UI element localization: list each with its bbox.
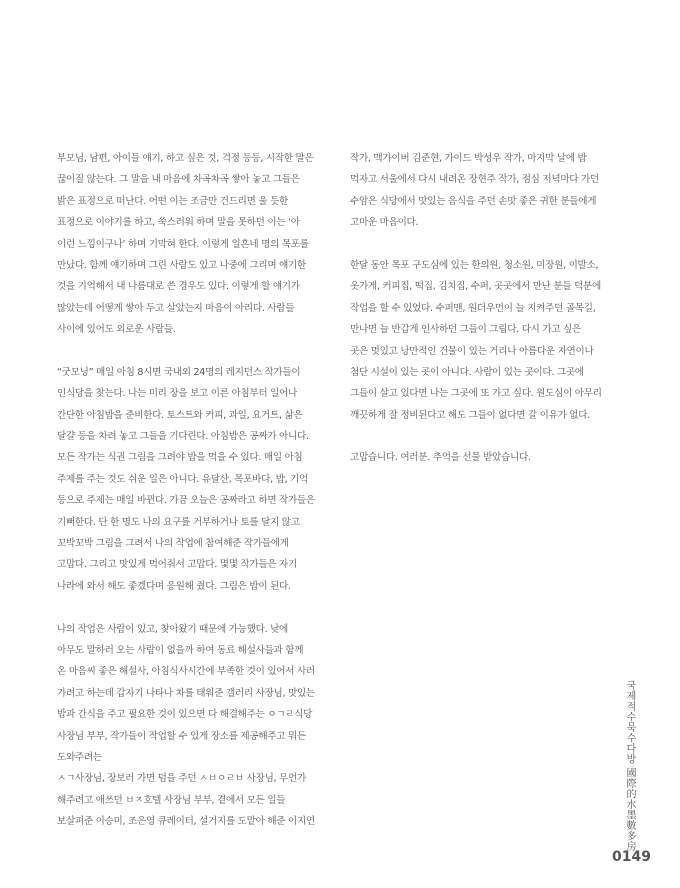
text-line: 작가, 맥가이버 김준현, 가이드 박성우 작가, 마지막 날에 밥 <box>350 153 587 164</box>
text-line: “굿모닝” 매일 아침 8시면 국내외 24명의 레지던스 작가들이 <box>57 366 301 378</box>
right-text-column <box>350 148 635 469</box>
text-line: 나의 작업은 사람이 있고, 찾아왔기 때문에 가능했다. 낮에 <box>57 623 288 635</box>
text-line: 밥과 간식을 주고 필요한 것이 있으면 다 해결해주는 ㅇㄱㄹ식당 <box>57 709 313 721</box>
text-line: 만났다. 함께 얘기하며 그린 사람도 있고 나중에 그리며 얘기한 <box>57 259 306 271</box>
text-line: 달걀 등을 차려 놓고 그들을 기다린다. 아침밥은 공짜가 아니다. <box>57 431 309 443</box>
text-line: 이런 느낌이구나’ 하며 기막혀 한다. 이렇게 일흔네 명의 목포를 <box>57 238 309 250</box>
text-line: 해주려고 애쓰던 ㅂㅈ호텔 사장님 부부, 곁에서 모든 일들 <box>57 794 286 806</box>
text-line: 곳은 멋있고 낭만적인 건물이 있는 거리나 아름다운 자연이나 <box>350 345 594 357</box>
paragraph-gap <box>57 341 342 362</box>
text-line: 주제를 주는 것도 쉬운 일은 아니다. 유달산, 목포바다, 밥, 기억 <box>57 473 308 485</box>
text-line: 가려고 하는데 갑자기 나타나 차를 태워준 갤러리 사장님, 맛있는 <box>57 687 315 699</box>
text-line: 끊이질 않는다. 그 말을 내 마음에 차곡차곡 쌓아 놓고 그들은 <box>57 174 300 186</box>
text-line: 꼬박꼬박 그림을 그려서 나의 작업에 참여해준 작가들에게 <box>57 538 289 550</box>
text-line: 기뻐한다. 단 한 명도 나의 요구를 거부하거나 토를 달지 않고 <box>57 516 300 528</box>
paragraph-gap <box>350 426 635 447</box>
text-line: 고맙습니다. 여러분. 추억을 선물 받았습니다. <box>350 452 531 464</box>
text-line: ㅅㄱ사장님, 장보러 가면 덤을 주던 ㅅㅂㅇㄹㅂ 사장님, 무언가 <box>57 773 306 785</box>
text-line: 온 마음씨 좋은 해설사, 아침식사시간에 부족한 것이 있어서 사러 <box>57 666 315 678</box>
text-line: 보살펴준 이승미, 조은영 큐레이터, 설거지를 도맡아 해준 이지연 <box>57 816 315 828</box>
text-line: 모든 작가는 식권 그림을 그려야 밥을 먹을 수 있다. 매일 아침 <box>57 452 303 464</box>
text-line: 그들이 살고 있다면 나는 그곳에 또 가고 싶다. 원도심이 아무리 <box>350 388 602 400</box>
text-line: 등으로 주제는 매일 바뀐다. 가끔 오늘은 공짜라고 하면 작가들은 <box>57 495 315 507</box>
text-line: 작업을 할 수 있었다. 수퍼맨, 원더우먼이 늘 지켜주던 골목길, <box>350 302 596 314</box>
text-line: 옷가게, 커피집, 떡집, 김치집, 수퍼, 곳곳에서 만난 분들 덕분에 <box>350 281 601 293</box>
left-text-column <box>57 148 342 833</box>
text-line: 많았는데 어떻게 쌓아 두고 살았는지 마음이 아리다. 사람들 <box>57 302 295 314</box>
text-line: 수암은 식당에서 맛있는 음식을 주던 손맛 좋은 귀한 분들에게 <box>350 195 597 207</box>
text-line: 사이에 있어도 외로운 사람들. <box>57 324 176 336</box>
text-line: 간단한 아침밥을 준비한다. 토스트와 커피, 과일, 요거트, 삶은 <box>57 409 303 421</box>
running-title: 국제적수묵수다방 國際的水墨數多房 <box>624 680 635 852</box>
text-line: 도와주려는 <box>57 751 102 763</box>
text-line: 밝은 표정으로 떠난다. 어떤 이는 조금만 건드리면 울 듯한 <box>57 195 288 207</box>
text-line: 한달 동안 목포 구도심에 있는 한의원, 청소원, 미장원, 이발소, <box>350 259 599 271</box>
text-line: 것을 기억해서 내 나름대로 쓴 경우도 있다. 이렇게 할 얘기가 <box>57 281 300 293</box>
paragraph-gap <box>350 234 635 255</box>
text-line: 인식당을 찾는다. 나는 미리 장을 보고 이른 아침부터 일어나 <box>57 388 297 400</box>
text-line: 먹자고 서울에서 다시 내려온 장현주 작가, 점심 저녁마다 가던 <box>350 174 599 186</box>
text-line: 첨단 시설이 있는 곳이 아니다. 사람이 있는 곳이다. 그곳에 <box>350 366 584 378</box>
text-line: 깨끗하게 잘 정비된다고 해도 그들이 없다면 갈 이유가 없다. <box>350 409 590 421</box>
text-line: 사장님 부부, 작가들이 작업할 수 있게 장소를 제공해주고 뭐든 <box>57 730 306 742</box>
text-line: 고맙다. 그리고 맛있게 먹어줘서 고맙다. 몇몇 작가들은 자기 <box>57 559 297 571</box>
text-line: 표정으로 이야기를 하고, 쑥스러워 하며 말을 못하던 이는 ‘아 <box>57 217 300 229</box>
text-line: 아무도 말하러 오는 사람이 없을까 하여 동료 해설사들과 함께 <box>57 644 304 656</box>
text-line: 나라에 와서 해도 좋겠다며 응원해 줬다. 그림은 밥이 된다. <box>57 580 291 592</box>
text-line: 만나면 늘 반갑게 인사하던 그들이 그립다. 다시 가고 싶은 <box>350 324 581 336</box>
text-line: 고마운 마음이다. <box>350 217 419 229</box>
text-line: 부모님, 남편, 아이들 얘기, 하고 싶은 것, 걱정 등등, 시작한 말은 <box>57 153 314 164</box>
page-number: 0149 <box>612 849 651 865</box>
paragraph-gap <box>57 597 342 618</box>
